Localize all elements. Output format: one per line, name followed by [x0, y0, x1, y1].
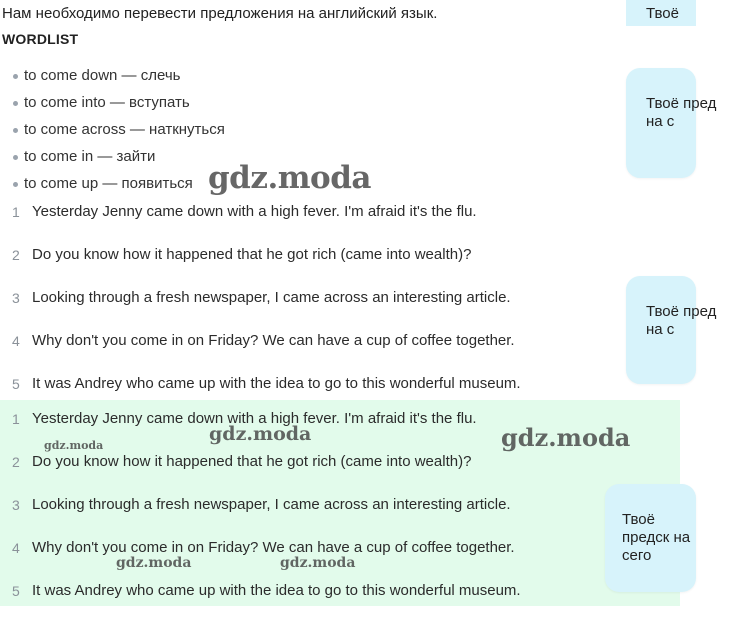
ad-bubble-2[interactable]	[626, 276, 717, 384]
wordlist-item: to come down — слечь	[0, 65, 225, 92]
bullet-icon	[13, 74, 18, 79]
sentence-number: 2	[12, 247, 20, 263]
sentence-text: It was Andrey who came up with the idea to go to this wonderful museum.	[32, 375, 521, 392]
answer-text: Why don't you come in on Friday? We can have a cup of coffee together.	[32, 539, 515, 556]
watermark: gdz.moda	[44, 439, 104, 452]
answer-number: 4	[12, 540, 20, 556]
ad-bubble-3[interactable]	[605, 484, 696, 592]
wordlist-item: to come into — вступать	[0, 92, 225, 119]
answer-number: 1	[12, 411, 20, 427]
sentence-text: Why don't you come in on Friday? We can have a cup of coffee together.	[32, 332, 515, 349]
sentence-text: Do you know how it happened that he got rich (came into wealth)?	[32, 246, 472, 263]
answer-text: Looking through a fresh newspaper, I came across an interesting article.	[32, 496, 511, 513]
bullet-icon	[13, 128, 18, 133]
bullet-icon	[13, 101, 18, 106]
ad-bubble-top[interactable]	[626, 0, 696, 26]
ad-bubble-1-text: Твоё пред на с	[646, 95, 717, 130]
sentence-text: Looking through a fresh newspaper, I came across an interesting article.	[32, 289, 511, 306]
ad-bubble-2-text: Твоё пред на с	[646, 303, 717, 338]
sentence-number: 3	[12, 290, 20, 306]
answer-number: 3	[12, 497, 20, 513]
answer-text: Do you know how it happened that he got rich (came into wealth)?	[32, 453, 472, 470]
wordlist-heading: WORDLIST	[2, 31, 79, 47]
ad-bubble-3-text: Твоё предск на сего	[622, 511, 691, 564]
answer-number: 2	[12, 454, 20, 470]
bullet-icon	[13, 155, 18, 160]
wordlist-item: to come up — появиться	[0, 173, 225, 200]
sentence-number: 5	[12, 376, 20, 392]
watermark: gdz.moda	[501, 423, 631, 452]
bullet-icon	[13, 182, 18, 187]
answer-number: 5	[12, 583, 20, 599]
wordlist-item: to come in — зайти	[0, 146, 225, 173]
wordlist	[0, 65, 225, 200]
sentence-number: 1	[12, 204, 20, 220]
sentence-text: Yesterday Jenny came down with a high fever. I'm afraid it's the flu.	[32, 203, 477, 220]
watermark: gdz.moda	[209, 423, 312, 445]
wordlist-item: to come across — наткнуться	[0, 119, 225, 146]
answer-text: Yesterday Jenny came down with a high fever. I'm afraid it's the flu.	[32, 410, 477, 427]
ad-bubble-top-text: Твоё	[646, 5, 679, 22]
sentence-number: 4	[12, 333, 20, 349]
ad-bubble-1[interactable]	[626, 68, 717, 178]
answer-text: It was Andrey who came up with the idea to go to this wonderful museum.	[32, 582, 521, 599]
task-title: Нам необходимо перевести предложения на английский язык.	[2, 5, 438, 22]
watermark: gdz.moda	[116, 555, 192, 571]
watermark: gdz.moda	[208, 160, 371, 196]
watermark: gdz.moda	[280, 555, 356, 571]
